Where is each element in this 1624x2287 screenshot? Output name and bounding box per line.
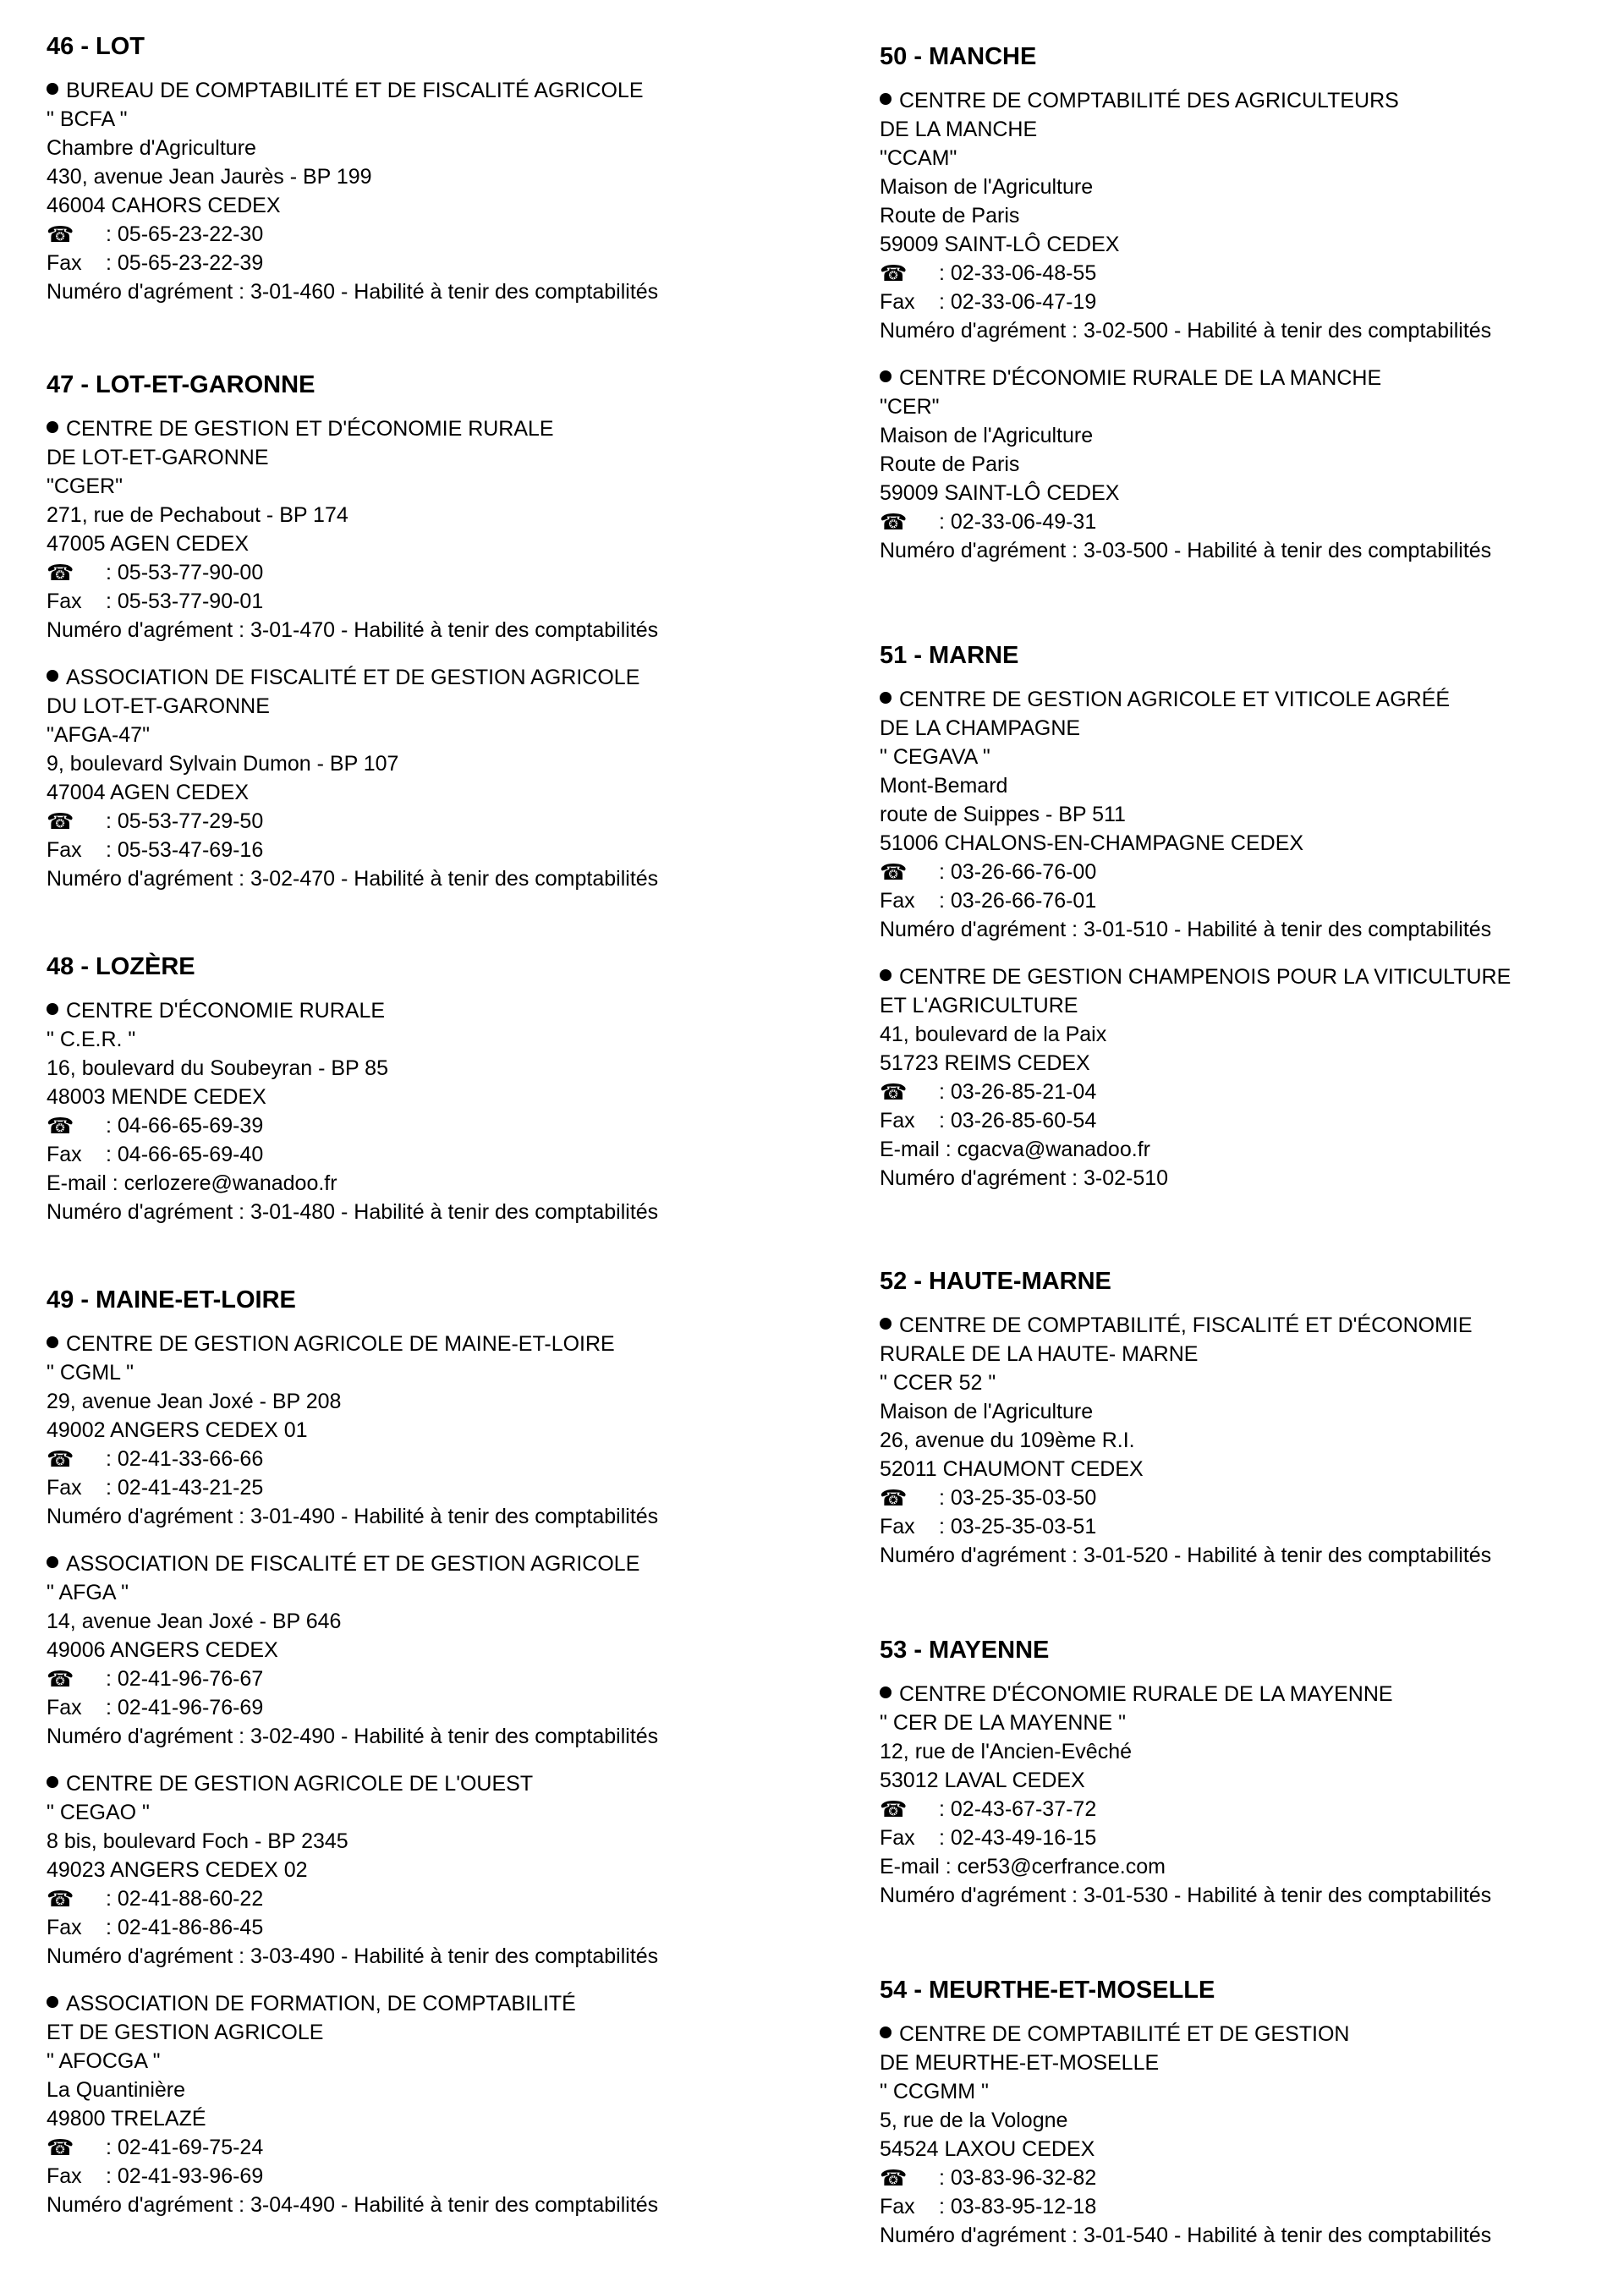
telephone-icon: ☎ [47,809,74,834]
address-line: La Quantinière [47,2078,186,2102]
address-line: 14, avenue Jean Joxé - BP 646 [47,1610,342,1633]
organization-name-continued: ET DE GESTION AGRICOLE [47,2021,324,2044]
address-line: 48003 MENDE CEDEX [47,1085,266,1109]
address-line: 59009 SAINT-LÔ CEDEX [880,233,1120,256]
address-line: 5, rue de la Vologne [880,2109,1068,2132]
phone-line [880,858,1624,886]
phone-number: : 04-66-65-69-39 [106,1114,264,1138]
address-line: 8 bis, boulevard Foch - BP 2345 [47,1829,348,1853]
fax-number: : 02-41-43-21-25 [106,1476,264,1500]
fax-line [47,2162,808,2191]
agrement-line: Numéro d'agrément : 3-01-490 - Habilité à tenir des comptabilités [47,1505,659,1528]
address-line: 271, rue de Pechabout - BP 174 [47,503,348,527]
bullet-icon [47,1776,58,1788]
address-line: Chambre d'Agriculture [47,136,256,160]
phone-number: : 02-41-96-76-67 [106,1667,264,1691]
fax-label: Fax [47,251,82,275]
fax-line [880,1512,1624,1541]
address-line: " CER DE LA MAYENNE " [880,1711,1126,1735]
address-line: route de Suippes - BP 511 [880,803,1126,826]
organization-name: CENTRE DE COMPTABILITÉ, FISCALITÉ ET D'ÉCONOMIE [880,1311,1624,1340]
fax-label: Fax [47,1916,82,1939]
department-section-54 [880,1976,1624,2268]
department-section-53 [880,1636,1624,1928]
address-line: 49006 ANGERS CEDEX [47,1638,278,1662]
organization-entry [880,963,1624,1193]
address-line: "AFGA-47" [47,723,150,747]
telephone-icon: ☎ [47,1886,74,1911]
address-line: 51006 CHALONS-EN-CHAMPAGNE CEDEX [880,831,1304,855]
phone-number: : 05-53-77-90-00 [106,561,264,584]
bullet-icon [47,670,58,682]
fax-number: : 03-26-66-76-01 [939,889,1097,913]
phone-line [47,1445,808,1473]
department-section-51 [880,641,1624,1211]
fax-line [47,1473,808,1502]
address-line: 29, avenue Jean Joxé - BP 208 [47,1390,342,1413]
department-section-47 [47,370,808,912]
fax-label: Fax [47,1476,82,1500]
organization-name: CENTRE DE GESTION AGRICOLE DE MAINE-ET-LOIRE [47,1330,808,1358]
fax-line [47,1693,808,1722]
fax-number: : 03-26-85-60-54 [939,1109,1097,1133]
organization-name-continued: RURALE DE LA HAUTE- MARNE [880,1342,1199,1366]
phone-number: : 02-41-88-60-22 [106,1887,264,1911]
address-line: Mont-Bemard [880,774,1008,798]
address-line: 46004 CAHORS CEDEX [47,194,281,217]
phone-number: : 03-83-96-32-82 [939,2166,1097,2190]
phone-line [880,1795,1624,1824]
phone-number: : 03-26-66-76-00 [939,860,1097,884]
phone-line [47,220,808,249]
address-line: "CCAM" [880,146,957,170]
telephone-icon: ☎ [47,2135,74,2160]
phone-line [47,558,808,587]
email-line: E-mail : cerlozere@wanadoo.fr [47,1171,337,1195]
organization-entry [47,1330,808,1531]
agrement-line: Numéro d'agrément : 3-01-510 - Habilité à tenir des comptabilités [880,918,1492,941]
agrement-line: Numéro d'agrément : 3-03-490 - Habilité à tenir des comptabilités [47,1944,659,1968]
address-line: 59009 SAINT-LÔ CEDEX [880,481,1120,505]
bullet-icon [47,1003,58,1015]
agrement-line: Numéro d'agrément : 3-01-480 - Habilité à tenir des comptabilités [47,1200,659,1224]
bullet-icon [47,421,58,433]
bullet-icon [880,692,892,704]
bullet-icon [47,1556,58,1568]
fax-number: : 05-65-23-22-39 [106,251,264,275]
organization-name: CENTRE DE COMPTABILITÉ ET DE GESTION [880,2020,1624,2048]
fax-number: : 05-53-47-69-16 [106,838,264,862]
agrement-line: Numéro d'agrément : 3-01-470 - Habilité à tenir des comptabilités [47,618,659,642]
agrement-line: Numéro d'agrément : 3-02-470 - Habilité à tenir des comptabilités [47,867,659,891]
organization-entry [880,2020,1624,2250]
bullet-icon [880,93,892,105]
organization-entry [47,996,808,1226]
department-heading: 48 - LOZÈRE [47,953,195,980]
organization-name: CENTRE DE GESTION ET D'ÉCONOMIE RURALE [47,414,808,443]
organization-name: CENTRE DE GESTION CHAMPENOIS POUR LA VITICULTURE [880,963,1624,991]
address-line: Route de Paris [880,452,1020,476]
organization-name-continued: ET L'AGRICULTURE [880,994,1078,1017]
address-line: " AFGA " [47,1581,129,1604]
fax-label: Fax [880,1109,915,1133]
fax-line [880,1824,1624,1852]
agrement-line: Numéro d'agrément : 3-01-460 - Habilité à tenir des comptabilités [47,280,659,304]
department-heading: 52 - HAUTE-MARNE [880,1268,1111,1295]
telephone-icon: ☎ [880,859,908,885]
phone-number: : 02-43-67-37-72 [939,1797,1097,1821]
address-line: Maison de l'Agriculture [880,424,1094,447]
phone-line [880,259,1624,288]
fax-label: Fax [47,1696,82,1719]
bullet-icon [47,83,58,95]
email-line: E-mail : cer53@cerfrance.com [880,1855,1166,1878]
telephone-icon: ☎ [47,222,74,247]
fax-number: : 04-66-65-69-40 [106,1143,264,1166]
address-line: 53012 LAVAL CEDEX [880,1769,1085,1792]
department-section-50 [880,42,1624,584]
fax-label: Fax [47,590,82,613]
organization-name-continued: DU LOT-ET-GARONNE [47,694,270,718]
bullet-icon [880,1686,892,1698]
address-line: " CCGMM " [880,2080,989,2103]
organization-entry [47,414,808,644]
address-line: " CEGAO " [47,1801,150,1824]
organization-name-continued: DE LOT-ET-GARONNE [47,446,269,469]
fax-line [47,249,808,277]
fax-number: : 02-33-06-47-19 [939,290,1097,314]
organization-name: CENTRE DE GESTION AGRICOLE ET VITICOLE AGRÉÉ [880,685,1624,714]
fax-label: Fax [47,2164,82,2188]
agrement-line: Numéro d'agrément : 3-01-520 - Habilité à tenir des comptabilités [880,1544,1492,1567]
department-heading: 47 - LOT-ET-GARONNE [47,371,315,398]
department-section-48 [47,952,808,1245]
department-section-49 [47,1286,808,2238]
telephone-icon: ☎ [880,2165,908,2191]
telephone-icon: ☎ [880,1079,908,1105]
organization-entry [47,76,808,306]
fax-label: Fax [880,1515,915,1538]
address-line: " AFOCGA " [47,2049,161,2073]
telephone-icon: ☎ [47,1113,74,1138]
organization-name-continued: DE LA MANCHE [880,118,1038,141]
fax-line [880,886,1624,915]
agrement-line: Numéro d'agrément : 3-02-500 - Habilité à tenir des comptabilités [880,319,1492,343]
phone-line [880,1078,1624,1106]
telephone-icon: ☎ [880,261,908,286]
address-line: Maison de l'Agriculture [880,175,1094,199]
telephone-icon: ☎ [47,1446,74,1472]
organization-entry [880,86,1624,345]
address-line: 49002 ANGERS CEDEX 01 [47,1418,308,1442]
fax-number: : 03-25-35-03-51 [939,1515,1097,1538]
department-section-52 [880,1267,1624,1588]
address-line: " C.E.R. " [47,1028,136,1051]
fax-line [47,1140,808,1169]
organization-entry [880,364,1624,565]
phone-line [47,1884,808,1913]
phone-number: : 05-65-23-22-30 [106,222,264,246]
telephone-icon: ☎ [880,1485,908,1511]
agrement-line: Numéro d'agrément : 3-03-500 - Habilité à tenir des comptabilités [880,539,1492,562]
fax-number: : 02-41-96-76-69 [106,1696,264,1719]
address-line: 9, boulevard Sylvain Dumon - BP 107 [47,752,399,776]
phone-number: : 02-33-06-48-55 [939,261,1097,285]
organization-entry [47,1549,808,1751]
address-line: 47004 AGEN CEDEX [47,781,250,804]
bullet-icon [880,370,892,382]
fax-line [47,836,808,864]
phone-number: : 03-25-35-03-50 [939,1486,1097,1510]
fax-number: : 05-53-77-90-01 [106,590,264,613]
fax-number: : 02-41-93-96-69 [106,2164,264,2188]
bullet-icon [47,1336,58,1348]
address-line: 49023 ANGERS CEDEX 02 [47,1858,308,1882]
department-heading: 54 - MEURTHE-ET-MOSELLE [880,1977,1215,2004]
department-heading: 46 - LOT [47,33,145,60]
address-line: 52011 CHAUMONT CEDEX [880,1457,1144,1481]
organization-name: ASSOCIATION DE FISCALITÉ ET DE GESTION AGRICOLE [47,1549,808,1578]
organization-entry [880,1311,1624,1570]
fax-label: Fax [880,2195,915,2218]
address-line: " CEGAVA " [880,745,990,769]
phone-line [47,2133,808,2162]
phone-line [880,507,1624,536]
address-line: 49800 TRELAZÉ [47,2107,206,2131]
phone-number: : 05-53-77-29-50 [106,809,264,833]
telephone-icon: ☎ [880,509,908,535]
address-line: 54524 LAXOU CEDEX [880,2137,1095,2161]
fax-number: : 03-83-95-12-18 [939,2195,1097,2218]
fax-line [880,288,1624,316]
department-heading: 49 - MAINE-ET-LOIRE [47,1286,296,1314]
bullet-icon [880,1318,892,1330]
organization-name: CENTRE DE GESTION AGRICOLE DE L'OUEST [47,1769,808,1798]
phone-number: : 02-33-06-49-31 [939,510,1097,534]
fax-label: Fax [47,1143,82,1166]
telephone-icon: ☎ [880,1796,908,1822]
phone-line [47,1665,808,1693]
agrement-line: Numéro d'agrément : 3-02-510 [880,1166,1169,1190]
phone-line [47,807,808,836]
organization-name-continued: DE MEURTHE-ET-MOSELLE [880,2051,1160,2075]
department-section-46 [47,32,808,325]
organization-name-continued: DE LA CHAMPAGNE [880,716,1081,740]
organization-entry [47,1989,808,2219]
fax-line [47,1913,808,1942]
organization-name: CENTRE D'ÉCONOMIE RURALE DE LA MAYENNE [880,1680,1624,1708]
address-line: 26, avenue du 109ème R.I. [880,1429,1135,1452]
email-line: E-mail : cgacva@wanadoo.fr [880,1138,1150,1161]
organization-name: CENTRE D'ÉCONOMIE RURALE [47,996,808,1025]
phone-line [880,1484,1624,1512]
organization-name: CENTRE DE COMPTABILITÉ DES AGRICULTEURS [880,86,1624,115]
telephone-icon: ☎ [47,1666,74,1692]
agrement-line: Numéro d'agrément : 3-01-540 - Habilité à tenir des comptabilités [880,2224,1492,2247]
address-line: " CGML " [47,1361,134,1385]
address-line: 51723 REIMS CEDEX [880,1051,1090,1075]
address-line: "CER" [880,395,940,419]
fax-label: Fax [880,1826,915,1850]
fax-number: : 02-43-49-16-15 [939,1826,1097,1850]
address-line: " CCER 52 " [880,1371,996,1395]
phone-line [880,2164,1624,2192]
organization-entry [880,685,1624,944]
department-heading: 53 - MAYENNE [880,1637,1050,1664]
agrement-line: Numéro d'agrément : 3-02-490 - Habilité à tenir des comptabilités [47,1725,659,1748]
department-heading: 51 - MARNE [880,642,1019,669]
organization-entry [47,1769,808,1971]
fax-line [880,2192,1624,2221]
address-line: Maison de l'Agriculture [880,1400,1094,1423]
bullet-icon [880,969,892,981]
fax-number: : 02-41-86-86-45 [106,1916,264,1939]
address-line: 12, rue de l'Ancien-Evêché [880,1740,1133,1763]
organization-entry [47,663,808,893]
phone-number: : 02-41-33-66-66 [106,1447,264,1471]
address-line: Route de Paris [880,204,1020,228]
department-heading: 50 - MANCHE [880,43,1037,70]
address-line: 16, boulevard du Soubeyran - BP 85 [47,1056,388,1080]
address-line: 430, avenue Jean Jaurès - BP 199 [47,165,372,189]
fax-line [47,587,808,616]
fax-label: Fax [880,290,915,314]
phone-number: : 02-41-69-75-24 [106,2136,264,2159]
bullet-icon [47,1996,58,2008]
organization-entry [880,1680,1624,1910]
organization-name: CENTRE D'ÉCONOMIE RURALE DE LA MANCHE [880,364,1624,392]
organization-name: ASSOCIATION DE FISCALITÉ ET DE GESTION AGRICOLE [47,663,808,692]
organization-name: ASSOCIATION DE FORMATION, DE COMPTABILITÉ [47,1989,808,2018]
fax-label: Fax [47,838,82,862]
address-line: 47005 AGEN CEDEX [47,532,250,556]
bullet-icon [880,2026,892,2038]
address-line: "CGER" [47,474,123,498]
agrement-line: Numéro d'agrément : 3-01-530 - Habilité à tenir des comptabilités [880,1884,1492,1907]
fax-label: Fax [880,889,915,913]
phone-number: : 03-26-85-21-04 [939,1080,1097,1104]
address-line: 41, boulevard de la Paix [880,1023,1107,1046]
phone-line [47,1111,808,1140]
address-line: " BCFA " [47,107,128,131]
fax-line [880,1106,1624,1135]
agrement-line: Numéro d'agrément : 3-04-490 - Habilité à tenir des comptabilités [47,2193,659,2217]
telephone-icon: ☎ [47,560,74,585]
organization-name: BUREAU DE COMPTABILITÉ ET DE FISCALITÉ AGRICOLE [47,76,808,105]
